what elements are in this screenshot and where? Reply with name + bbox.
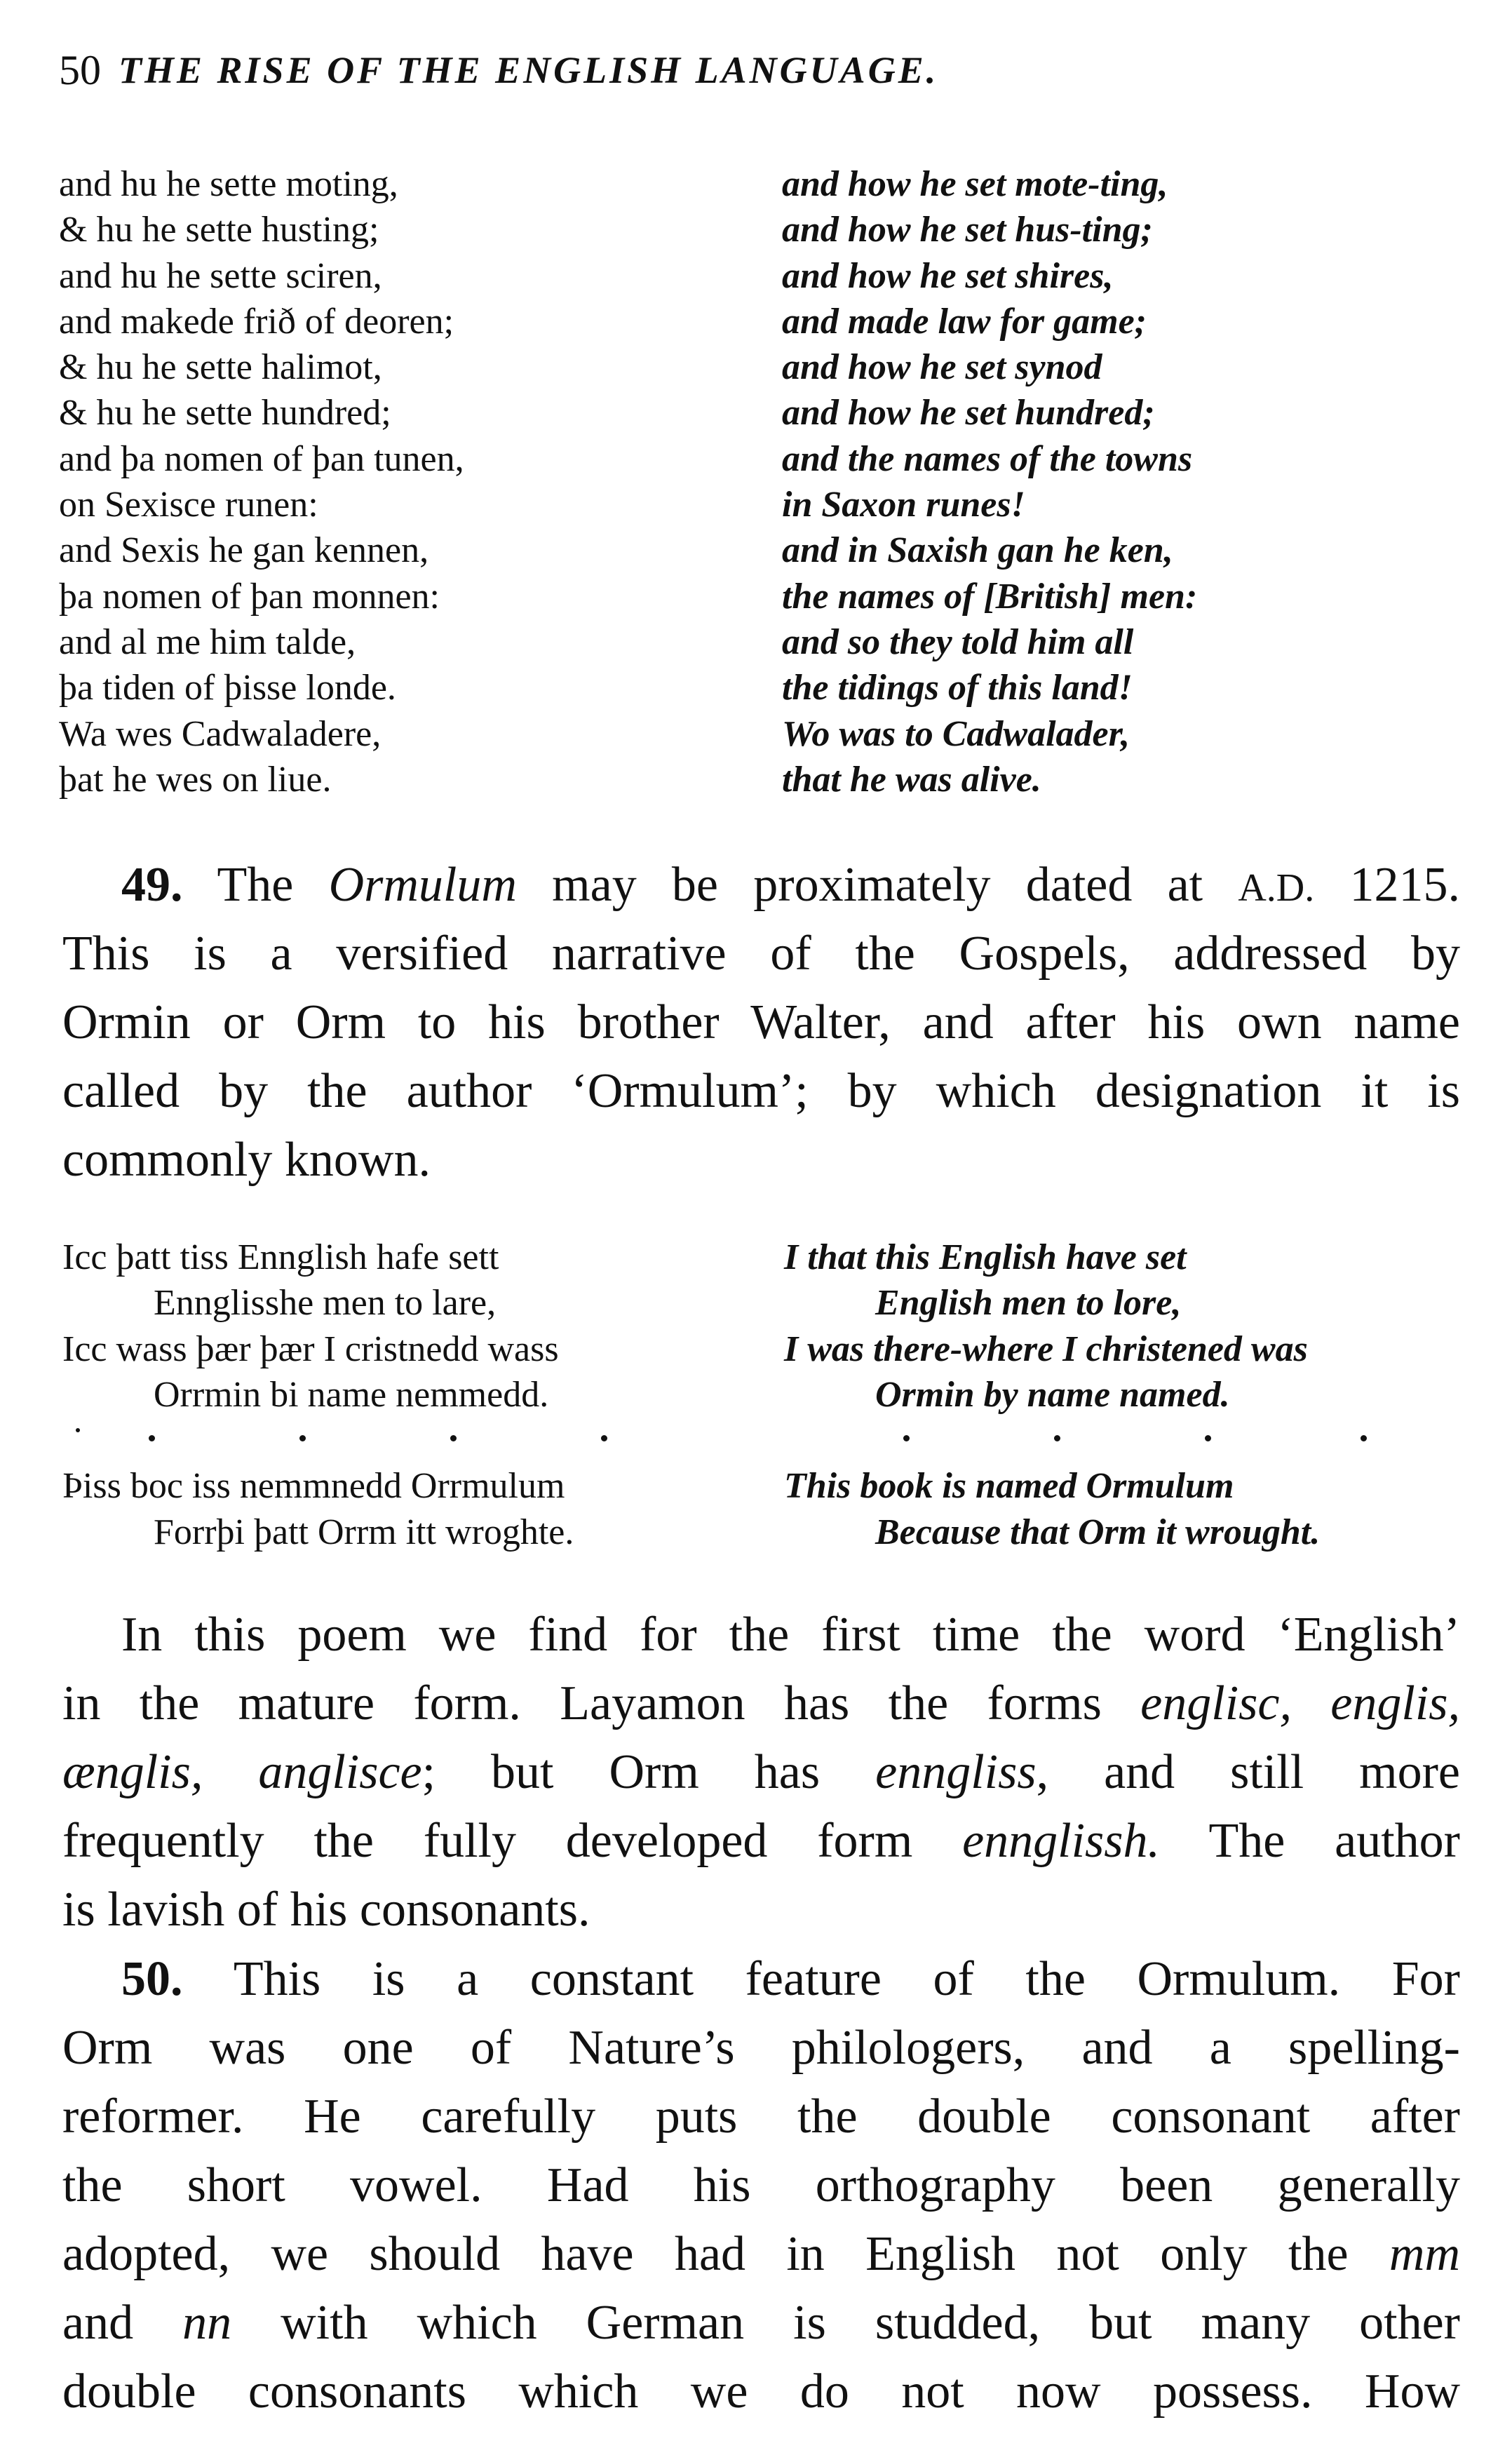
text-run: Orm was one of Nature’s philologers, and a spelling- bbox=[62, 2021, 1460, 2075]
ellipsis-dot bbox=[601, 1435, 607, 1441]
text-line bbox=[62, 2358, 1460, 2426]
verse-line: Icc þatt tiss Ennglish hafe sett bbox=[62, 1237, 499, 1277]
text-run: in the mature form. Layamon has the forms bbox=[62, 1676, 1141, 1730]
text-run: Ormin or Orm to his brother Walter, and after his own name bbox=[62, 995, 1460, 1049]
verse-line: and how he set hus-ting; bbox=[782, 210, 1153, 250]
paragraph-49 bbox=[62, 851, 1460, 1195]
verse-line: Þiss boc iss nemmnedd Orrmulum bbox=[62, 1466, 565, 1507]
text-line bbox=[62, 1807, 1460, 1876]
verse-line: and how he set shires, bbox=[782, 255, 1114, 296]
verse-line: This book is named Ormulum bbox=[784, 1466, 1234, 1507]
verse-line: þat he wes on liue. bbox=[59, 759, 332, 800]
section-number: 50. bbox=[121, 1952, 183, 2006]
text-run: may be proximately dated at bbox=[516, 858, 1238, 912]
verse-line: and how he set mote-ting, bbox=[782, 164, 1168, 204]
text-run: commonly known. bbox=[62, 1133, 431, 1187]
text-line bbox=[62, 2220, 1460, 2289]
verse-line: the names of [British] men: bbox=[782, 576, 1198, 617]
verse-original-layamon bbox=[59, 161, 464, 802]
italic-term: ænglis, anglisce bbox=[62, 1745, 422, 1799]
text-run: A.D. bbox=[1238, 866, 1315, 910]
verse-line: Forrþi þatt Orrm itt wroghte. bbox=[154, 1512, 574, 1552]
ellipsis-dot bbox=[149, 1435, 155, 1441]
verse-line: and al me him talde, bbox=[59, 621, 356, 662]
ellipsis-dot bbox=[1361, 1435, 1367, 1441]
verse-line: & hu he sette hundred; bbox=[59, 393, 391, 433]
verse-line: þa tiden of þisse londe. bbox=[59, 668, 396, 708]
running-title: THE RISE OF THE ENGLISH LANGUAGE. bbox=[119, 49, 939, 91]
verse-original-ormulum bbox=[62, 1235, 574, 1555]
text-line bbox=[62, 2014, 1460, 2083]
verse-line: Because that Orm it wrought. bbox=[875, 1512, 1321, 1552]
text-run: ; but Orm has bbox=[421, 1745, 876, 1799]
verse-line: and makede frið of deoren; bbox=[59, 301, 454, 342]
verse-line: and Sexis he gan kennen, bbox=[59, 530, 429, 571]
verse-translation-layamon bbox=[782, 161, 1197, 802]
ellipsis-dot bbox=[76, 1428, 80, 1432]
text-run: , and still more bbox=[1036, 1745, 1460, 1799]
verse-line: Wa wes Cadwaladere, bbox=[59, 713, 382, 754]
ellipsis-dot bbox=[1205, 1435, 1211, 1441]
text-run: the short vowel. Had his orthography been generally bbox=[62, 2158, 1460, 2212]
verse-line: in Saxon runes! bbox=[782, 485, 1025, 525]
text-line bbox=[62, 1945, 1460, 2014]
verse-line: that he was alive. bbox=[782, 759, 1041, 800]
verse-line: I that this English have set bbox=[784, 1237, 1187, 1277]
text-run: frequently the fully developed form bbox=[62, 1814, 963, 1868]
text-line bbox=[62, 851, 1460, 920]
text-line bbox=[62, 1738, 1460, 1807]
italic-term: englisc, englis, bbox=[1140, 1676, 1460, 1730]
verse-translation-ormulum bbox=[784, 1235, 1320, 1555]
text-run: with which German is studded, but many other bbox=[231, 2296, 1460, 2350]
page-number: 50 bbox=[59, 47, 101, 93]
text-line bbox=[62, 1876, 1460, 1944]
verse-line: and hu he sette moting, bbox=[59, 164, 398, 204]
verse-line: & hu he sette halimot, bbox=[59, 347, 382, 388]
text-run: and bbox=[62, 2296, 183, 2350]
italic-term: mm bbox=[1389, 2227, 1460, 2281]
text-line bbox=[62, 988, 1460, 1057]
text-run: double consonants which we do not now possess. How bbox=[62, 2365, 1460, 2419]
verse-line: Ormin by name named. bbox=[875, 1374, 1230, 1415]
verse-line: and how he set synod bbox=[782, 347, 1102, 388]
text-line bbox=[62, 2083, 1460, 2151]
verse-line: and how he set hundred; bbox=[782, 393, 1155, 433]
italic-term: nn bbox=[182, 2296, 232, 2350]
verse-line: & hu he sette husting; bbox=[59, 210, 379, 250]
text-line bbox=[62, 2151, 1460, 2220]
text-run: called by the author ‘Ormulum’; by which designation it is bbox=[62, 1064, 1460, 1118]
text-line bbox=[62, 1601, 1460, 1669]
verse-line: English men to lore, bbox=[875, 1283, 1182, 1324]
paragraph-50 bbox=[62, 1945, 1460, 2426]
italic-term: enngliss bbox=[875, 1745, 1037, 1799]
verse-line bbox=[784, 1418, 1320, 1463]
text-line bbox=[62, 1669, 1460, 1738]
text-line bbox=[62, 1126, 1460, 1195]
text-line bbox=[62, 2289, 1460, 2358]
italic-term: ennglissh. bbox=[962, 1814, 1161, 1868]
verse-line: on Sexisce runen: bbox=[59, 485, 318, 525]
verse-line: þa nomen of þan monnen: bbox=[59, 576, 440, 617]
verse-line: and so they told him all bbox=[782, 621, 1134, 662]
text-run: The author bbox=[1160, 1814, 1460, 1868]
verse-line: and hu he sette sciren, bbox=[59, 255, 382, 296]
ellipsis-dot bbox=[903, 1435, 910, 1441]
verse-line: the tidings of this land! bbox=[782, 668, 1133, 708]
text-run: In this poem we find for the first time the word ‘English’ bbox=[121, 1608, 1460, 1662]
section-number: 49. bbox=[121, 858, 183, 912]
verse-line bbox=[62, 1418, 574, 1463]
text-run: 1215. bbox=[1314, 858, 1460, 912]
text-line bbox=[62, 920, 1460, 988]
verse-line: and made law for game; bbox=[782, 301, 1147, 342]
verse-line: I was there-where I christened was bbox=[784, 1329, 1308, 1369]
text-run: reformer. He carefully puts the double consonant after bbox=[62, 2090, 1460, 2144]
ellipsis-dot bbox=[450, 1435, 457, 1441]
verse-line: Wo was to Cadwalader, bbox=[782, 713, 1130, 754]
ellipsis-dot bbox=[299, 1435, 306, 1441]
verse-line: and þa nomen of þan tunen, bbox=[59, 438, 464, 479]
verse-line: Icc wass þær þær I cristnedd wass bbox=[62, 1329, 559, 1369]
text-run: The bbox=[182, 858, 329, 912]
verse-line: and the names of the towns bbox=[782, 438, 1193, 479]
italic-term: Ormulum bbox=[328, 858, 517, 912]
text-run: This is a constant feature of the Ormulum. For bbox=[182, 1952, 1460, 2006]
ellipsis-dot bbox=[1054, 1435, 1060, 1441]
verse-line: Orrmin bi name nemmedd. bbox=[154, 1374, 549, 1415]
verse-line: Ennglisshe men to lare, bbox=[154, 1283, 497, 1324]
text-run: adopted, we should have had in English not only the bbox=[62, 2227, 1389, 2281]
text-run: is lavish of his consonants. bbox=[62, 1883, 590, 1937]
text-line bbox=[62, 1057, 1460, 1126]
text-run: This is a versified narrative of the Gospels, addressed by bbox=[62, 927, 1460, 981]
verse-line: and in Saxish gan he ken, bbox=[782, 530, 1173, 571]
paragraph-english-form bbox=[62, 1601, 1460, 1944]
